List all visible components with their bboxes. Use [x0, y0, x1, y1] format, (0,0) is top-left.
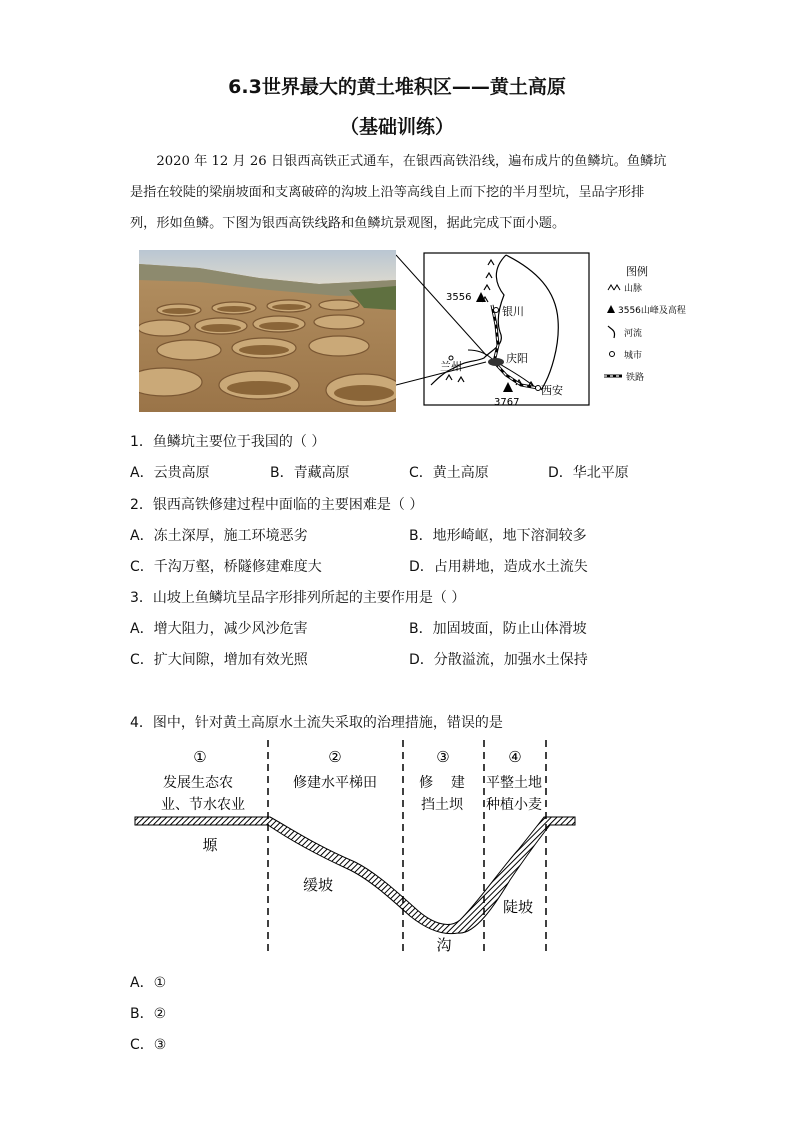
zone-2-number: ② [328, 748, 342, 766]
q3-option-a[interactable]: A．增大阻力，减少风沙危害 [130, 621, 308, 637]
q1-option-c[interactable]: C．黄土高原 [409, 465, 489, 481]
zone-4-line2: 种植小麦 [486, 797, 542, 813]
q3-option-c[interactable]: C．扩大间隙，增加有效光照 [130, 652, 308, 668]
legend-river-icon [608, 326, 615, 338]
terrain-label-steep-slope: 陡坡 [502, 898, 534, 916]
question-4-stem: 4．图中，针对黄土高原水土流失采取的治理措施，错误的是 [130, 715, 503, 731]
cross-section-diagram [130, 740, 580, 965]
legend-title: 图例 [626, 265, 648, 278]
q4-option-a[interactable]: A．① [130, 975, 167, 991]
legend-mountain: 山脉 [624, 284, 643, 294]
q4-option-c[interactable]: C．③ [130, 1037, 167, 1053]
q2-option-c[interactable]: C．千沟万壑，桥隧修建难度大 [130, 559, 322, 575]
legend-city-icon [610, 352, 615, 357]
city-label-xian: 西安 [541, 384, 563, 397]
q3-option-b[interactable]: B．加固坡面，防止山体滑坡 [409, 621, 587, 637]
q2-option-d[interactable]: D．占用耕地，造成水土流失 [409, 559, 588, 575]
zone-1-number: ① [193, 748, 207, 766]
zone-3-line1: 修 建 [419, 775, 465, 791]
q1-option-d[interactable]: D．华北平原 [548, 465, 629, 481]
peak1-label: 3556 [446, 292, 472, 303]
q2-option-a[interactable]: A．冻土深厚，施工环境恶劣 [130, 528, 308, 544]
zone-3-number: ③ [436, 748, 450, 766]
zone-2-line1: 修建水平梯田 [293, 775, 377, 791]
railway-map [396, 250, 696, 412]
legend-peak: 3556山峰及高程 [618, 306, 686, 316]
cross-section-svg [130, 740, 580, 965]
intro-paragraph: 2020 年 12 月 26 日银西高铁正式通车，在银西高铁沿线，遍布成片的鱼鳞坑。鱼鳞坑是指在较陡的梁崩坡面和支离破碎的沟坡上沿等高线自上而下挖的半月型坑，呈品字形排列，形如鱼鳞。下图为银西高铁线路和鱼鳞坑景观图，据此完成下面小题。 [130, 154, 667, 231]
q3-option-d[interactable]: D．分散溢流，加强水土保持 [409, 652, 588, 668]
peak2-label: 3767 [494, 397, 520, 408]
question-2-stem: 2．银西高铁修建过程中面临的主要困难是（ ） [130, 497, 424, 513]
zone-4-number: ④ [508, 748, 522, 766]
zone-1-line1: 发展生态农 [163, 775, 233, 791]
question-3-stem: 3．山坡上鱼鳞坑呈品字形排列所起的主要作用是（ ） [130, 590, 466, 606]
fish-scale-pit-illustration [139, 250, 396, 412]
peak2-icon [503, 382, 513, 392]
fish-scale-pit-photo [139, 250, 396, 412]
city-label-lanzhou: 兰州 [440, 360, 462, 373]
q1-option-a[interactable]: A．云贵高原 [130, 465, 210, 481]
terrain-label-gentle-slope: 缓坡 [302, 876, 334, 894]
city-qingyang-icon [488, 358, 504, 366]
zone-4-line1: 平整土地 [486, 775, 542, 791]
zone-1-line2: 业、节水农业 [161, 797, 245, 813]
river-east [506, 255, 558, 390]
legend-peak-icon [607, 305, 615, 313]
legend-mountain-icon [608, 285, 620, 290]
page-subtitle: （基础训练） [339, 116, 454, 138]
city-xian-icon [536, 386, 541, 391]
terrain-label-gully: 沟 [436, 936, 452, 954]
city-label-yinchuan: 银川 [502, 305, 524, 318]
page-title: 6.3世界最大的黄土堆积区——黄土高原 [228, 76, 566, 98]
q1-option-b[interactable]: B．青藏高原 [270, 465, 350, 481]
map-svg [396, 250, 696, 412]
legend-city: 城市 [624, 351, 643, 361]
zone-3-line2: 挡土坝 [421, 797, 463, 813]
map-frame [424, 253, 589, 405]
terrain-profile [135, 817, 575, 934]
q4-option-b[interactable]: B．② [130, 1006, 167, 1022]
q2-option-b[interactable]: B．地形崎岖，地下溶洞较多 [409, 528, 587, 544]
city-yinchuan-icon [494, 308, 499, 313]
legend-rail: 铁路 [626, 373, 645, 383]
terrain-label-yuan: 塬 [202, 836, 218, 854]
city-label-qingyang: 庆阳 [506, 352, 528, 365]
legend-river: 河流 [624, 329, 643, 339]
question-1-stem: 1．鱼鳞坑主要位于我国的（ ） [130, 434, 326, 450]
